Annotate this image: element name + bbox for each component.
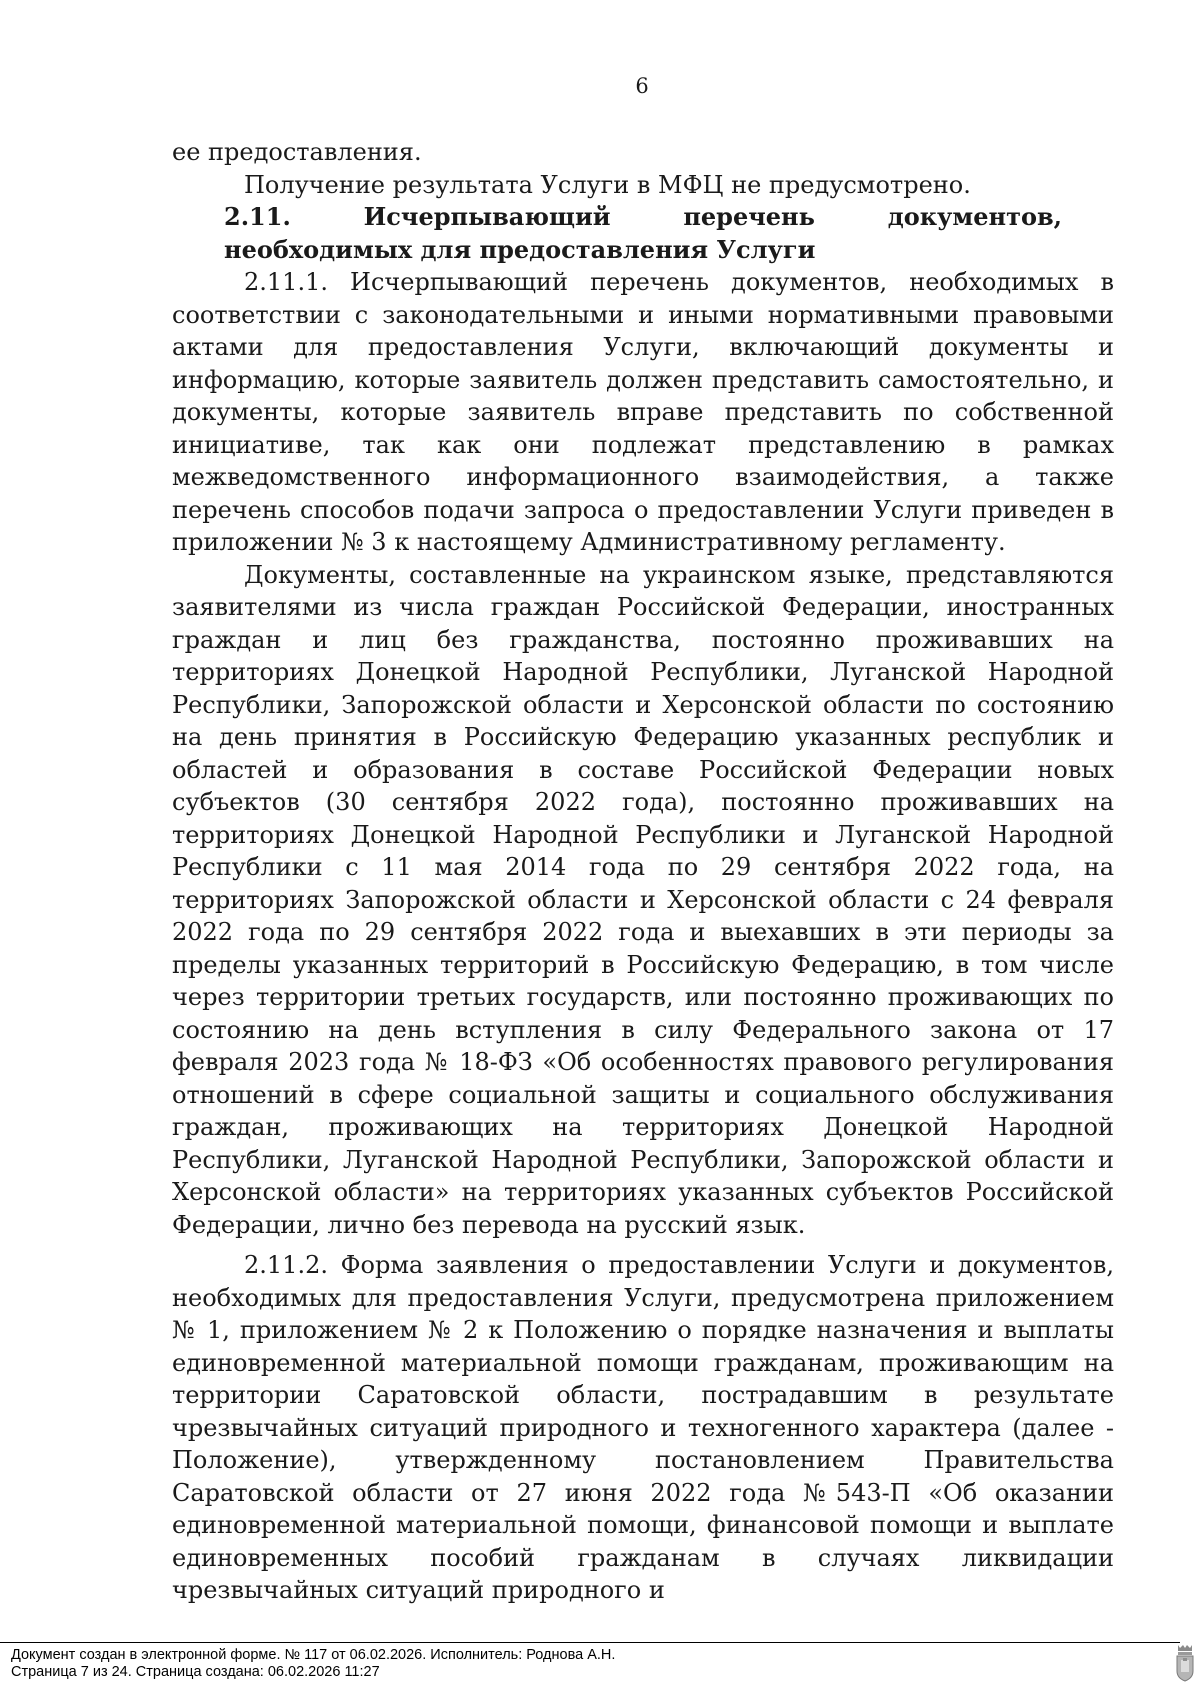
footer-creation-info: Документ создан в электронной форме. № 117 от 06.02.2026. Исполнитель: Роднова А.Н. bbox=[11, 1647, 616, 1663]
footer-page-info: Страница 7 из 24. Страница создана: 06.02.2026 11:27 bbox=[11, 1664, 380, 1680]
coat-of-arms-icon bbox=[1174, 1643, 1196, 1683]
footer-divider bbox=[0, 1642, 1180, 1643]
paragraph-2-11-2: 2.11.2. Форма заявления о предоставлении Услуги и документов, необходимых для предоставления Услуги, предусмотрена приложением № 1, приложением № 2 к Положению о порядке назначения и выплаты единовременной материальной помощи гражданам, проживающим на территории Саратовской области, пострадавшим в результате чрезвычайных ситуаций природного и техногенного характера (далее - Положение), утвержденному постановлением Правительства Саратовской области от 27 июня 2022 года №543-П «Об оказании единовременной материальной помощи, финансовой помощи и выплате единовременных пособий гражданам в случаях ликвидации чрезвычайных ситуаций природного и bbox=[172, 1251, 1114, 1604]
document-footer bbox=[11, 1647, 615, 1681]
paragraph-ukrainian-documents: Документы, составленные на украинском языке, представляются заявителями из числа граждан Российской Федерации, иностранных граждан и лиц без гражданства, постоянно проживавших на территориях Донецкой Народной Республики, Луганской Народной Республики, Запорожской области и Херсонской области по состоянию на день принятия в Российскую Федерацию указанных республик и областей и образования в составе Российской Федерации новых субъектов (30 сентября 2022 года), постоянно проживавших на территориях Донецкой Народной Республики и Луганской Народной Республики с 11 мая 2014 года по 29 сентября 2022 года, на территориях Запорожской области и Херсонской области с 24 февраля 2022 года по 29 сентября 2022 года и выехавших в эти периоды за пределы указанных территорий в Российскую Федерацию, в том числе через территории третьих государств, или постоянно проживающих по состоянию на день вступления в силу Федерального закона от 17 февраля 2023 года № 18-ФЗ «Об особенностях правового регулирования отношений в сфере социальной защиты и социального обслуживания граждан, проживающих на территориях Донецкой Народной Республики, Луганской Народной Республики, Запорожской области и Херсонской области» на территориях указанных субъектов Российской Федерации, лично без перевода на русский язык. bbox=[172, 560, 1114, 1239]
page-number: 6 bbox=[635, 74, 649, 98]
document-body bbox=[172, 136, 1114, 1607]
section-heading-2-11: 2.11. Исчерпывающий перечень документов, необходимых для предоставления Услуги bbox=[224, 202, 1062, 264]
paragraph-continuation: ее предоставления. bbox=[172, 138, 422, 166]
paragraph-mfc: Получение результата Услуги в МФЦ не предусмотрено. bbox=[244, 170, 971, 199]
paragraph-2-11-1: 2.11.1. Исчерпывающий перечень документов, необходимых в соответствии с законодательными и иными нормативными правовыми актами для предоставления Услуги, включающий документы и информацию, которые заявитель должен представить самостоятельно, и документы, которые заявитель вправе представить по собственной инициативе, так как они подлежат представлению в рамках межведомственного информационного взаимодействия, а также перечень способов подачи запроса о предоставлении Услуги приведен в приложении № 3 к настоящему Административному регламенту. bbox=[172, 268, 1114, 556]
